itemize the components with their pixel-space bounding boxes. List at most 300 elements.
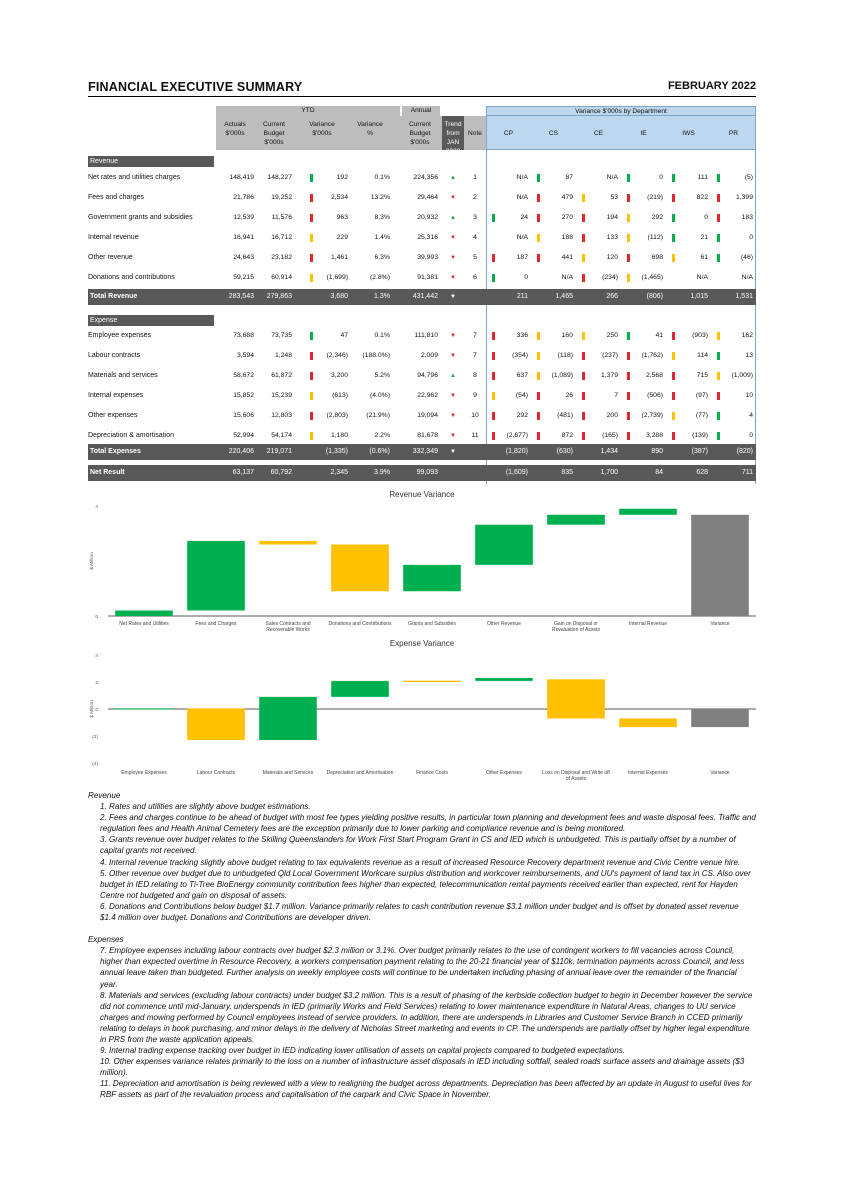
- note-paragraph: 9. Internal trading expense tracking over budget in IED indicating lower utilisation of assets on capital projects compared to budgeted expectations.: [100, 1046, 626, 1056]
- variance-flag: [310, 352, 313, 360]
- dept-value: 479: [561, 194, 573, 201]
- revenue-variance-chart: [88, 502, 756, 642]
- category-label-line: Internal Expenses: [627, 770, 669, 776]
- category-label-line: Other Expenses: [486, 770, 522, 776]
- y-tick-label: 2: [95, 681, 98, 686]
- annual-budget-value: 25,316: [417, 234, 438, 241]
- dept-value: (354): [512, 352, 528, 359]
- col-trend-l1: Trend: [444, 121, 462, 128]
- waterfall-bar: [259, 697, 317, 740]
- dept-value: 270: [561, 214, 573, 221]
- expense-notes: [88, 945, 756, 1100]
- dept-value: (903): [692, 332, 708, 339]
- col-note: Note: [468, 130, 482, 137]
- expense-variance-chart: [88, 650, 756, 795]
- total-dept-value: 628: [696, 469, 708, 476]
- dept-value: 26: [565, 392, 573, 399]
- variance-value: 3,200: [330, 372, 348, 379]
- dept-value: N/A: [516, 234, 528, 241]
- dept-value: (506): [647, 392, 663, 399]
- actuals-value: 16,941: [233, 234, 254, 241]
- variance-pct-value: 2.2%: [374, 432, 390, 439]
- dept-value: (481): [557, 412, 573, 419]
- total-label: Total Revenue: [90, 293, 138, 300]
- note-paragraph: 4. Internal revenue tracking slightly above budget relating to tax equivalents revenue as a result of increased Resource Recovery department revenue and Civic Centre venue hire.: [100, 857, 741, 867]
- variance-flag: [310, 332, 313, 340]
- variance-pct-value: 1.4%: [374, 234, 390, 241]
- ytd-group-header: YTD: [216, 106, 400, 116]
- total-actuals: 220,406: [228, 448, 254, 455]
- variance-pct-value: (2.8%): [369, 274, 390, 281]
- dept-value: 183: [741, 214, 753, 221]
- dept-value: 41: [655, 332, 663, 339]
- budget-value: 19,252: [271, 194, 292, 201]
- total-actuals: 283,543: [228, 293, 254, 300]
- trend-down-icon: ▼: [450, 195, 456, 201]
- col-trend-l3: 2022: [445, 148, 461, 155]
- dept-value: (5): [744, 174, 753, 181]
- dept-value: N/A: [606, 174, 618, 181]
- col-annual-l2: Budget: [409, 130, 431, 137]
- y-axis-label: $ Million: [90, 552, 95, 570]
- variance-value: (613): [332, 392, 348, 399]
- dept-value: (1,089): [551, 372, 573, 379]
- waterfall-bar: [187, 541, 245, 611]
- waterfall-bar: [115, 708, 173, 709]
- dept-value: 4: [749, 412, 753, 419]
- col-trend-l2: from JAN: [446, 130, 460, 146]
- dept-value: (139): [692, 432, 708, 439]
- category-label-line: Variance: [710, 770, 730, 776]
- category-label: [542, 770, 610, 782]
- col-budget-l2: Budget: [263, 130, 285, 137]
- row-label: Other revenue: [88, 254, 133, 261]
- waterfall-bar: [475, 525, 533, 565]
- actuals-value: 21,786: [233, 194, 254, 201]
- note-paragraph: 8. Materials and services (excluding labour contracts) under budget $3.2 million. This is a result of phasing of the kerbside collection budget to begin in December however the service did not commence until mid-January, underspends in IED (primarily Works and Field Services) relating to lower maintenance expenditure in Natural Areas, changes to UU service charges and mowing performed by Council employees instead of service providers. In addition, there are underspends in Libraries and Customer Service Branch in CCED primarily relating to delays in book purchasing, and minor delays in the delivery of Nicholas Street marketing and events in CP. The underspends are partially offset by higher legal expenditure in PRS from the waste application appeals.: [100, 990, 753, 1044]
- financial-summary-table: [88, 104, 756, 484]
- note-number: 1: [473, 174, 477, 181]
- row-label: Fees and charges: [88, 194, 145, 201]
- waterfall-bar: [403, 681, 461, 682]
- col-dept-cp: CP: [503, 130, 514, 137]
- annual-budget-value: 224,356: [413, 174, 438, 181]
- category-label: [121, 770, 167, 776]
- total-dept-value: 266: [606, 293, 618, 300]
- total-annual: 431,442: [412, 293, 438, 300]
- total-variance: 3,680: [330, 293, 348, 300]
- dept-value: 637: [516, 372, 528, 379]
- trend-down-icon: ▼: [450, 294, 456, 300]
- dept-value: 160: [561, 332, 573, 339]
- variance-pct-value: (4.0%): [369, 392, 390, 399]
- y-tick-label: (4): [92, 762, 98, 767]
- category-label-line: Other Revenue: [487, 621, 521, 627]
- category-label-line: Revaluation of Assets: [551, 627, 601, 633]
- revenue-notes: [88, 801, 756, 923]
- col-budget-l3: $'000s: [264, 139, 284, 146]
- dept-value: (2,739): [641, 412, 663, 419]
- dept-value: 120: [606, 254, 618, 261]
- total-variance-pct: 1.3%: [374, 293, 390, 300]
- category-label: [197, 770, 236, 776]
- dept-value: 114: [697, 352, 708, 359]
- dept-value: (1,009): [731, 372, 753, 379]
- note-number: 11: [471, 432, 479, 439]
- revenue-notes-heading: Revenue: [88, 791, 121, 800]
- col-variance-pct-l1: Variance: [357, 121, 383, 128]
- annual-budget-value: 2,009: [420, 352, 438, 359]
- row-label: Labour contracts: [88, 352, 141, 359]
- dept-value: 187: [516, 254, 528, 261]
- trend-down-icon: ▼: [450, 393, 456, 399]
- variance-value: 47: [340, 332, 348, 339]
- budget-value: 23,182: [271, 254, 292, 261]
- dept-value: 111: [697, 174, 708, 181]
- dept-value: 872: [561, 432, 573, 439]
- note-number: 7: [473, 332, 477, 339]
- dept-value: 0: [704, 214, 708, 221]
- total-dept-value: 1,434: [600, 448, 618, 455]
- col-dept-ce: CE: [593, 130, 604, 137]
- annual-budget-value: 91,381: [417, 274, 438, 281]
- waterfall-bar: [475, 678, 533, 681]
- revenue-section-label: Revenue: [88, 156, 214, 167]
- category-label-line: Loss on Disposal and Write off: [542, 770, 610, 776]
- dept-value: (234): [602, 274, 618, 281]
- expense-rows: [88, 104, 756, 484]
- total-dept-value: (820): [736, 448, 753, 455]
- dept-value: (237): [602, 352, 618, 359]
- category-label-line: of Assets: [565, 776, 587, 782]
- note-number: 9: [473, 392, 477, 399]
- dept-value: N/A: [561, 274, 573, 281]
- actuals-value: 148,419: [229, 174, 254, 181]
- variance-value: (2,803): [326, 412, 348, 419]
- page-title: FINANCIAL EXECUTIVE SUMMARY: [88, 80, 303, 94]
- variance-value: 2,534: [330, 194, 348, 201]
- waterfall-bar: [403, 565, 461, 591]
- col-dept-iws: IWS: [682, 130, 695, 137]
- dept-value: 2,568: [645, 372, 663, 379]
- category-label: [263, 770, 314, 776]
- variance-pct-value: 6.3%: [374, 254, 390, 261]
- total-dept-value: (630): [556, 448, 573, 455]
- variance-flag: [310, 372, 313, 380]
- dept-value: 21: [700, 234, 708, 241]
- row-label: Employee expenses: [88, 332, 152, 339]
- dept-value: 162: [741, 332, 753, 339]
- dept-value: 0: [659, 174, 663, 181]
- waterfall-bar: [691, 515, 749, 616]
- dept-group-header: Variance $'000s by Department: [486, 106, 756, 116]
- total-annual: 332,349: [412, 448, 438, 455]
- expense-notes-heading: Expenses: [88, 935, 124, 945]
- dept-value: 1,399: [735, 194, 753, 201]
- category-label: [629, 621, 667, 627]
- note-paragraph: 3. Grants revenue over budget relates to the Skilling Queenslanders for Work First Start Program Grant in CS and IED which is unbudgeted. This is partially offset by a number of capital grants not received.: [100, 835, 736, 856]
- waterfall-bar: [619, 718, 677, 727]
- dept-value: 188: [561, 234, 573, 241]
- variance-pct-value: 13.2%: [370, 194, 390, 201]
- waterfall-bar: [259, 541, 317, 545]
- dept-value: 87: [565, 174, 573, 181]
- category-label: [265, 621, 310, 633]
- col-actuals-l1: Actuals: [224, 121, 246, 128]
- trend-down-icon: ▼: [450, 413, 456, 419]
- category-label-line: Fees and Charges: [195, 621, 237, 627]
- variance-value: 1,461: [330, 254, 348, 261]
- commentary-notes: [88, 790, 756, 1101]
- note-number: 7: [473, 352, 477, 359]
- category-label: [327, 770, 394, 776]
- category-label: [710, 770, 730, 776]
- col-variance-l1: Variance: [309, 121, 335, 128]
- actuals-value: 12,539: [233, 214, 254, 221]
- budget-value: 15,239: [271, 392, 292, 399]
- note-paragraph: 11. Depreciation and amortisation is being reviewed with a view to realigning the budget across departments. Depreciation has been affected by an update in August to useful lives for RBF assets as part of the revaluation process and capitalisation of the carpark and Civic Space in November.: [100, 1079, 752, 1100]
- annual-budget-value: 19,094: [417, 412, 438, 419]
- col-actuals-l3: $'000s: [225, 130, 245, 137]
- annual-budget-value: 94,796: [417, 372, 438, 379]
- total-dept-value: 711: [741, 469, 753, 476]
- budget-value: 148,227: [267, 174, 292, 181]
- dept-value: 53: [610, 194, 618, 201]
- budget-value: 16,712: [271, 234, 292, 241]
- col-budget-l1: Current: [263, 121, 285, 128]
- category-label-line: Recoverable Works: [266, 627, 310, 633]
- row-label: Other expenses: [88, 412, 138, 419]
- row-label: Donations and contributions: [88, 274, 175, 281]
- variance-value: 192: [336, 174, 348, 181]
- note-paragraph: 5. Other revenue over budget due to unbudgeted Qld Local Government Workcare surplus distribution and workcover reimbursements, and UU's payment of land tax in CS. Also over budget in IED relating to Ti-Tree BioEnergy community contribution fees higher than expected, telecommunication rental payments received earlier than expected, rent for Hayden Centre not budgeted and gain on disposal of assets.: [100, 868, 751, 900]
- row-label: Net rates and utilities charges: [88, 174, 181, 181]
- waterfall-bar: [187, 708, 245, 740]
- category-label: [552, 621, 601, 633]
- total-dept-value: 1,015: [690, 293, 708, 300]
- category-label: [195, 621, 237, 627]
- actuals-value: 3,594: [236, 352, 254, 359]
- variance-pct-value: 0.1%: [374, 174, 390, 181]
- dept-value: N/A: [516, 174, 528, 181]
- dept-value: 292: [651, 214, 663, 221]
- total-variance: (1,335): [325, 448, 348, 455]
- variance-value: 963: [336, 214, 348, 221]
- dept-value: 13: [745, 352, 753, 359]
- actuals-value: 24,643: [233, 254, 254, 261]
- variance-value: 229: [336, 234, 348, 241]
- category-label-line: Donations and Contributions: [328, 621, 392, 627]
- budget-value: 54,174: [271, 432, 292, 439]
- net-result-row: [88, 466, 756, 480]
- dept-value: 250: [606, 332, 618, 339]
- category-label-line: Net Rates and Utilities: [119, 621, 169, 627]
- budget-value: 11,576: [271, 214, 292, 221]
- dept-value: 61: [700, 254, 708, 261]
- trend-down-icon: ▼: [450, 255, 456, 261]
- category-label: [119, 621, 169, 627]
- dept-value: N/A: [741, 274, 753, 281]
- y-tick-label: 0: [95, 708, 98, 713]
- total-dept-value: 890: [651, 448, 663, 455]
- chart-canvas: [88, 502, 756, 642]
- total-dept-value: 1,531: [735, 293, 753, 300]
- budget-value: 12,803: [271, 412, 292, 419]
- dept-value: (97): [695, 392, 708, 399]
- col-annual-l1: Current: [409, 121, 431, 128]
- total-budget: 279,863: [266, 293, 292, 300]
- dept-value: N/A: [696, 274, 708, 281]
- budget-value: 73,735: [271, 332, 292, 339]
- trend-up-icon: ▲: [450, 215, 456, 221]
- row-label: Materials and services: [88, 372, 158, 379]
- dept-value: (77): [695, 412, 708, 419]
- dept-value: 441: [561, 254, 573, 261]
- dept-value: 3,288: [645, 432, 663, 439]
- variance-pct-value: 5.2%: [374, 372, 390, 379]
- category-label-line: Gain on Disposal or: [554, 621, 598, 627]
- dept-value: 698: [651, 254, 663, 261]
- row-label: Internal expenses: [88, 392, 144, 399]
- note-number: 6: [473, 274, 477, 281]
- actuals-value: 59,215: [233, 274, 254, 281]
- trend-up-icon: ▲: [450, 175, 456, 181]
- category-label: [328, 621, 392, 627]
- category-label: [486, 770, 522, 776]
- actuals-value: 15,852: [233, 392, 254, 399]
- category-label: [408, 621, 456, 627]
- revenue-chart-title: Revenue Variance: [389, 490, 455, 499]
- total-dept-value: (387): [691, 448, 708, 455]
- waterfall-bar: [547, 515, 605, 525]
- category-label-line: Depreciation and Amortisation: [326, 770, 394, 776]
- total-budget: 219,071: [266, 448, 292, 455]
- total-dept-value: 835: [561, 469, 573, 476]
- category-label: [487, 621, 521, 627]
- variance-pct-value: 0.1%: [374, 332, 390, 339]
- variance-pct-value: (21.9%): [366, 412, 390, 419]
- dept-value: 133: [606, 234, 618, 241]
- category-label-line: Variance: [710, 621, 730, 627]
- category-label-line: Materials and Services: [262, 770, 314, 776]
- variance-value: 1,180: [330, 432, 348, 439]
- category-label-line: Employee Expenses: [121, 770, 167, 776]
- note-paragraph: 2. Fees and charges continue to be ahead of budget with most fee types yielding positive results, in particular town planning and development fees and waste disposal fees. Traffic and regulation fees and Health Animal Cemetery fees are the exception primarily due to lower parking and compliance revenue and is being monitored.: [100, 813, 756, 834]
- total-label: Net Result: [90, 469, 125, 476]
- y-axis-label: $ Million: [90, 700, 95, 718]
- col-dept-pr: PR: [728, 130, 739, 137]
- note-number: 2: [473, 194, 477, 201]
- total-dept-value: 1,465: [555, 293, 573, 300]
- variance-value: (2,346): [326, 352, 348, 359]
- dept-value: 1,379: [600, 372, 618, 379]
- total-annual: 99,093: [416, 469, 438, 476]
- expense-chart-title: Expense Variance: [389, 639, 455, 648]
- budget-value: 1,248: [274, 352, 292, 359]
- dept-value: (54): [515, 392, 528, 399]
- trend-down-icon: ▼: [450, 449, 456, 455]
- dept-value: 0: [524, 274, 528, 281]
- dept-value: 715: [696, 372, 708, 379]
- note-number: 5: [473, 254, 477, 261]
- waterfall-bar: [331, 545, 389, 592]
- col-dept-cs: CS: [548, 130, 559, 137]
- budget-value: 61,872: [271, 372, 292, 379]
- dept-value: (118): [557, 352, 573, 359]
- dept-value: 200: [606, 412, 618, 419]
- category-label: [710, 621, 730, 627]
- variance-flag: [310, 392, 313, 400]
- dept-value: (165): [602, 432, 618, 439]
- category-label: [416, 770, 448, 776]
- annual-budget-value: 29,464: [417, 194, 438, 201]
- note-number: 10: [471, 412, 479, 419]
- variance-value: (1,699): [326, 274, 348, 281]
- dept-value: 24: [520, 214, 528, 221]
- actuals-value: 52,994: [233, 432, 254, 439]
- waterfall-bar: [547, 679, 605, 718]
- y-tick-label: 4: [95, 505, 98, 510]
- total-budget: 60,792: [270, 469, 292, 476]
- row-label: Depreciation & amortisation: [88, 432, 174, 439]
- category-label-line: Internal Revenue: [628, 621, 668, 627]
- trend-down-icon: ▼: [450, 275, 456, 281]
- total-variance: 2,345: [330, 469, 348, 476]
- note-number: 4: [473, 234, 477, 241]
- note-paragraph: 10. Other expenses variance relates primarily to the loss on a number of infrastructure asset disposals in IED including softfall, sealed roads surface assets and drainage assets ($3 million).: [100, 1057, 745, 1078]
- actuals-value: 15,606: [233, 412, 254, 419]
- total-variance-pct: (0.6%): [369, 448, 390, 455]
- waterfall-bar: [331, 681, 389, 697]
- dept-value: (112): [647, 234, 663, 241]
- note-number: 8: [473, 372, 477, 379]
- note-paragraph: 7. Employee expenses including labour contracts over budget $2.3 million or 3.1%. Over budget primarily relates to the use of contingent workers to fill vacancies across Council, higher than expected overtime in Resource Recovery, a workers compensation payment relating to the 20-21 financial year of $110k, termination payments across Council, and less annual leave taken than budgeted. Further analysis on weekly employee costs will continue to be undertaken including phasing of annual leave over the remainder of the financial year.: [100, 946, 745, 989]
- dept-value: 292: [516, 412, 528, 419]
- waterfall-bar: [619, 509, 677, 515]
- row-label: Government grants and subsidies: [88, 214, 193, 221]
- chart-canvas: [88, 650, 756, 795]
- dept-value: 822: [696, 194, 708, 201]
- budget-value: 60,914: [271, 274, 292, 281]
- variance-pct-value: 8.3%: [374, 214, 390, 221]
- total-variance-pct: 3.9%: [374, 469, 390, 476]
- note-number: 3: [473, 214, 477, 221]
- trend-up-icon: ▲: [450, 373, 456, 379]
- expense-section-label: Expense: [88, 315, 214, 326]
- category-label-line: Finance Costs: [416, 770, 448, 776]
- total-expenses-row: [88, 445, 756, 459]
- page-header: [88, 80, 756, 97]
- variance-flag: [310, 432, 313, 440]
- note-paragraph: 6. Donations and Contributions below budget $1.7 million. Variance primarily relates to cash contribution revenue $3.1 million under budget and is offset by donated asset revenue $1.4 million over budget. Donations and Contributions are developer driven.: [100, 901, 739, 923]
- actuals-value: 73,688: [233, 332, 254, 339]
- dept-value: (1,465): [641, 274, 663, 281]
- dept-value: 0: [749, 234, 753, 241]
- trend-down-icon: ▼: [450, 433, 456, 439]
- annual-group-header: Annual: [402, 106, 440, 116]
- waterfall-bar: [115, 611, 173, 617]
- annual-budget-value: 22,962: [417, 392, 438, 399]
- annual-budget-value: 39,993: [417, 254, 438, 261]
- variance-flag: [310, 412, 313, 420]
- dept-value: (1,762): [641, 352, 663, 359]
- col-annual-l3: $'000s: [410, 139, 430, 146]
- total-label: Total Expenses: [90, 448, 141, 455]
- annual-budget-value: 111,810: [414, 332, 438, 339]
- dept-value: (2,677): [506, 432, 528, 439]
- trend-down-icon: ▼: [450, 235, 456, 241]
- total-dept-value: (1,609): [505, 469, 528, 476]
